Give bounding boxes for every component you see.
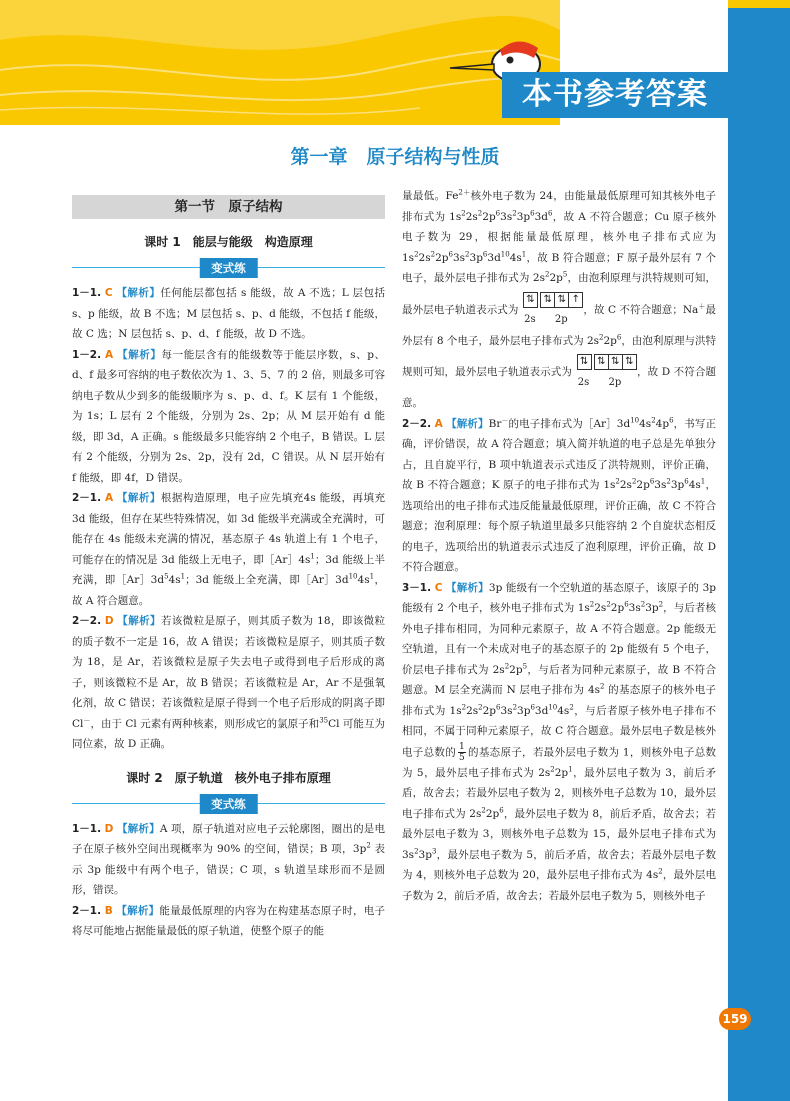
answer-item: 2－2. D 【解析】若该微粒是原子，则其质子数为 18，即该微粒的质子数不一定是 16，故 A 错误；若该微粒是原子，则其质子数为 18，是 Ar，若该微粒是原子失去电子或得到电子后形成的离子，则该微粒不是 Ar，故 B 错误；若该微粒是 Ar，Ar 不是强氧化剂，故 C 错误；若该微粒是原子得到一个电子后形成的阴离子即 Cl－，由于 Cl 元素有两种核素，则形成它的氯原子和$^{35}$Cl 可能互为同位素，故 D 正确。 <box>72 615 385 750</box>
chapter-title: 第一章 原子结构与性质 <box>290 146 500 168</box>
book-answer-title: 本书参考答案 <box>502 72 728 118</box>
left-column <box>72 195 385 942</box>
orbital-diagram-f: ⇅ 2s ⇅ ⇅ ↑ 2p <box>523 289 582 331</box>
section-title: 第一节 原子结构 <box>72 195 385 219</box>
answer-item: 1－2. A 【解析】每一能层含有的能级数等于能层序数，s、p、d、f 最多可容纳的电子数依次为 1、3、5、7 的 2 倍，则最多可容纳电子数从少到多的能级顺序为 s、p、d、f。K 层有 1 个能级，为 1s；L 层有 2 个能级，分别为 2s、2p；从 M 层开始有 d 能级，即 3d，A 正确。s 能级最多只能容纳 2 个电子，B 错误。L 层有 2 个能级，分别为 2s、2p，没有 2d，C 错误。从 N 层开始有 f 能级，即 4f，D 错误。 <box>72 348 386 484</box>
page-number: 159 <box>719 1008 751 1030</box>
answer-item: 2－1. B 【解析】能量最低原理的内容为在构建基态原子时，电子将尽可能地占据能量最低的原子轨道，使整个原子的能 <box>72 904 386 937</box>
answer-item: 2－1. A 【解析】根据构造原理，电子应先填充4s 能级，再填充 3d 能级，但存在某些特殊情况，如 3d 能级半充满或全充满时，可能存在 4s 能级未充满的情况，基态原子 4s 轨道上有 1 个电子，可能存在的情况是 3d 能级上无电子，即$[Ar]4s^1$；3d 能级上半充满，即$[Ar]3d^54s^1$；3d 能级上全充满，即$[Ar]3d^{10}4s^1$，故 A 符合题意。 <box>72 492 386 607</box>
orbital-diagram-na: ⇅ 2s ⇅ ⇅ ⇅ 2p <box>577 351 636 393</box>
practice-label: 变式练 <box>199 258 258 278</box>
answer-item: 1－1. D 【解析】A 项，原子轨道对应电子云轮廓图，圈出的是电子在原子核外空间出现概率为 90% 的空间，错误；B 项，$3p^2$ 表示 3p 能级中有两个电子，错误；C 项，s 轨道呈球形而不是圆形，错误。 <box>72 822 386 896</box>
practice-banner <box>72 793 385 815</box>
fraction-one-fifth: $\frac{1}{5}$ <box>459 741 465 763</box>
side-bar-cap <box>728 0 790 8</box>
lesson1-title: 课时 1 能层与能级 构造原理 <box>144 235 313 249</box>
answer-item: 2－2. A 【解析】Br－的电子排布式为$[Ar]3d^{10}4s^24p^6$，书写正确，评价错误，故 A 符合题意；填入简并轨道的电子总是先单独分占，且自旋平行，B 项中轨道表示式违反了洪特规则，评价正确，故 B 不符合题意；K 原子的电子排布式为 $1s^22s^22p^63s^23p^64s^1$，选项给出的电子排布式违反能量最低原理，评价正确，故 C 不符合题意；泡利原理：每个原子轨道里最多只能容纳 2 个自旋状态相反的电子，选项给出的轨道表示式违反了泡利原理，评价正确，故 D 不符合题意。 <box>402 416 717 573</box>
lesson2-title: 课时 2 原子轨道 核外电子排布原理 <box>126 770 331 785</box>
practice-label: 变式练 <box>199 794 258 814</box>
answer-item: 1－1. C 【解析】任何能层都包括 s 能级，故 A 不选；L 层包括 s、p 能级，故 B 不选；M 层包括 s、p、d 能级，不包括 f 能级，故 C 选；N 层包括 s、p、d、f 能级，故 D 不选。 <box>72 287 385 340</box>
answer-item: 3－1. C 【解析】3p 能级有一个空轨道的基态原子，该原子的 3p 能级有 2 个电子，核外电子排布式为 $1s^22s^22p^63s^23p^2$，与后者核外电子排布相同，为同种元素原子，故 A 不符合题意。2p 能级无空轨道，且有一个未成对电子的基态原子的 2p 能级有 5 个电子，价层电子排布式为 $2s^22p^5$，与后者为同种元素原子，故 B 不符合题意。M 层全充满而 N 层电子排布为 $4s^2$ 的基态原子的核外电子排布式为 $1s^22s^22p^63s^23p^63d^{10}4s^2$，与后者原子核外电子排布不相同，不属于同种元素原子，故 C 符合题意。最外层电子数是核外电子总数的 $\frac{1}{5}$ 的基态原子，若最外层电子数为 1，则核外电子总数为 5，最外层电子排布式为 $2s^22p^1$，最外层电子数为 3，前后矛盾，故舍去；若最外层电子数为 2，则核外电子总数为 10，最外层电子排布式为 $2s^22p^6$，最外层电子数为 8，前后矛盾，故舍去；若最外层电子数为 3，则核外电子总数为 15，最外层电子排布式为 $3s^23p^3$，最外层电子数为 5，前后矛盾，故舍去；若最外层电子数为 4，则核外电子总数为 20，最外层电子排布式为 $4s^2$，最外层电子数为 2，前后矛盾，故舍去；若最外层电子数为 5，则核外电子 <box>402 581 717 902</box>
answer-item-continued: 量最低。$Fe^{2+}$核外电子数为 24，由能量最低原理可知其核外电子排布式为 $1s^22s^22p^63s^23p^63d^6$，故 A 不符合题意；Cu 原子核外电子数为 29，根据能量最低原理，核外电子排布式应为 $1s^22s^22p^63s^23p^63d^{10}4s^1$，故 B 符合题意；F 原子最外层有 7 个电子，最外层电子排布式为 $2s^22p^5$，由泡利原理与洪特规则可知，最外层电子轨道表示式为 ⇅ 2s ⇅ ⇅ ↑ 2p，故 C 不符合题意；Na＋最外层有 8 个电子，最外层电子排布式为 $2s^22p^6$，由泡利原理与洪特规则可知，最外层电子轨道表示式为 ⇅ 2s ⇅ ⇅ ⇅ 2p，故 D 不符合题意。 <box>402 188 717 409</box>
practice-banner <box>72 257 385 279</box>
right-column <box>402 186 716 906</box>
